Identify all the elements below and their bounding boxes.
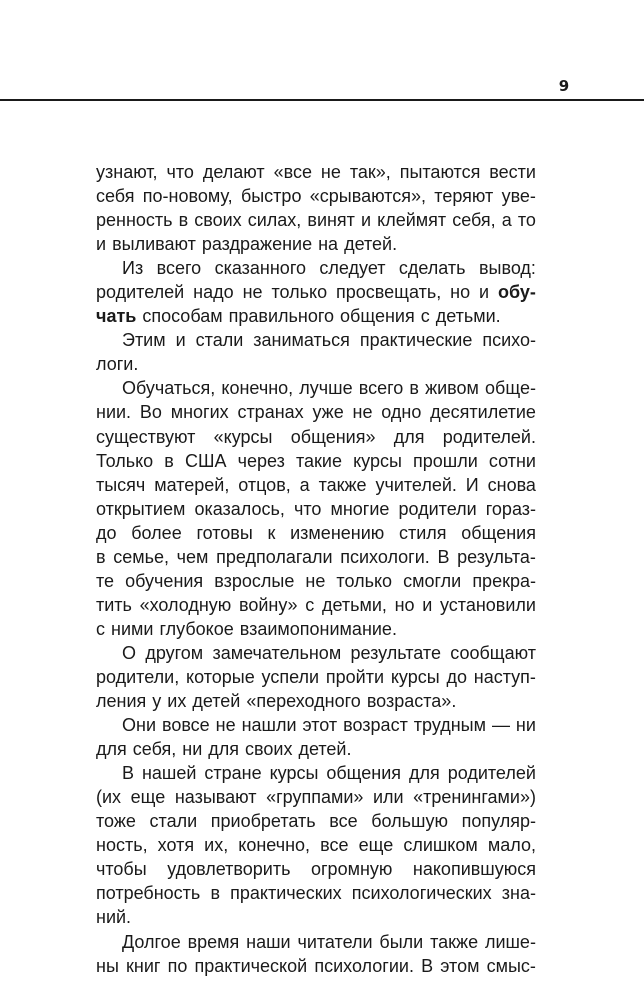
word: в bbox=[96, 546, 106, 567]
word: также bbox=[318, 474, 367, 495]
text-line bbox=[96, 665, 536, 689]
text-line bbox=[96, 881, 536, 905]
body-text bbox=[96, 160, 536, 978]
word: трудным bbox=[413, 715, 486, 736]
word: не bbox=[215, 715, 236, 736]
text-line bbox=[96, 184, 536, 208]
word: «переходного bbox=[246, 691, 361, 712]
word: готовы bbox=[196, 522, 253, 543]
word: — bbox=[491, 715, 510, 736]
word: для bbox=[208, 739, 240, 760]
word: но bbox=[394, 594, 415, 615]
word: логи. bbox=[96, 354, 139, 375]
word: еще bbox=[130, 787, 166, 808]
word: (их bbox=[96, 787, 122, 808]
word: еще bbox=[358, 835, 394, 856]
word: чать bbox=[96, 306, 137, 327]
word: по bbox=[167, 955, 188, 976]
word: силах, bbox=[247, 210, 302, 231]
word: И bbox=[465, 474, 479, 495]
word: стали bbox=[149, 811, 198, 832]
word: называют bbox=[174, 787, 257, 808]
text-line bbox=[96, 930, 536, 954]
text-line bbox=[96, 232, 536, 256]
word: но bbox=[450, 282, 471, 303]
word: уже bbox=[312, 402, 344, 423]
word: предполагали bbox=[216, 546, 333, 567]
word: правильного bbox=[228, 306, 335, 327]
word: мало, bbox=[487, 835, 536, 856]
text-line bbox=[96, 833, 536, 857]
text-line bbox=[96, 497, 536, 521]
word: а bbox=[299, 474, 310, 495]
word: слишком bbox=[403, 835, 478, 856]
word: лише- bbox=[484, 931, 536, 952]
word: обучения bbox=[125, 570, 204, 591]
word: тысяч bbox=[96, 474, 146, 495]
word: ны bbox=[96, 955, 119, 976]
word: прошли bbox=[413, 450, 478, 471]
word: общения» bbox=[290, 426, 376, 447]
word: зна- bbox=[501, 883, 536, 904]
word: чтобы bbox=[96, 859, 147, 880]
word: Они bbox=[122, 715, 156, 736]
word: стиля bbox=[399, 522, 447, 543]
word: живом bbox=[425, 378, 479, 399]
text-line bbox=[96, 473, 536, 497]
word: надо bbox=[193, 282, 234, 303]
word: которые bbox=[186, 666, 255, 687]
text-line bbox=[96, 761, 536, 785]
text-line bbox=[96, 304, 536, 328]
word: общения bbox=[340, 306, 415, 327]
word: а bbox=[501, 210, 512, 231]
word: существуют bbox=[96, 426, 196, 447]
word: этот bbox=[302, 715, 338, 736]
word: также bbox=[430, 931, 479, 952]
text-line bbox=[96, 617, 536, 641]
text-line bbox=[96, 689, 536, 713]
word: Из bbox=[122, 258, 144, 279]
text-line bbox=[96, 425, 536, 449]
word: детьми. bbox=[435, 306, 501, 327]
word: у bbox=[152, 691, 162, 712]
word: курсы bbox=[390, 666, 440, 687]
word: выливают bbox=[112, 234, 196, 255]
text-line bbox=[96, 809, 536, 833]
word: в bbox=[178, 210, 189, 231]
word: результате bbox=[350, 642, 441, 663]
text-line bbox=[96, 521, 536, 545]
word: многих bbox=[170, 402, 229, 423]
text-line bbox=[96, 545, 536, 569]
word: и bbox=[422, 594, 433, 615]
word: результа- bbox=[457, 546, 536, 567]
word: популяр- bbox=[461, 811, 536, 832]
word: гораз- bbox=[485, 498, 536, 519]
word: детей bbox=[192, 691, 241, 712]
word: практических bbox=[230, 883, 342, 904]
word: родителей. bbox=[442, 426, 536, 447]
word: следует bbox=[319, 258, 386, 279]
word: что bbox=[166, 162, 194, 182]
word: детей. bbox=[298, 739, 352, 760]
word: психологи. bbox=[340, 546, 430, 567]
word: все bbox=[320, 835, 349, 856]
word: В bbox=[437, 546, 450, 567]
word: общения bbox=[326, 763, 402, 784]
word: изменению bbox=[290, 522, 385, 543]
word: их bbox=[167, 691, 187, 712]
word: детьми, bbox=[321, 594, 387, 615]
word: нии. bbox=[96, 402, 132, 423]
word: ний. bbox=[96, 907, 132, 928]
word: Долгое bbox=[122, 931, 181, 952]
word: большую bbox=[371, 811, 448, 832]
word: общения bbox=[461, 522, 536, 543]
word: сделать bbox=[398, 258, 466, 279]
word: своих bbox=[194, 210, 242, 231]
text-line bbox=[96, 569, 536, 593]
word: родители bbox=[398, 498, 477, 519]
word: не bbox=[352, 402, 373, 423]
word: открытием bbox=[96, 498, 186, 519]
word: психологии. bbox=[314, 955, 414, 976]
word: в bbox=[409, 378, 419, 399]
word: или bbox=[372, 787, 404, 808]
text-line bbox=[96, 280, 536, 304]
word: возраст bbox=[343, 715, 408, 736]
word: О bbox=[122, 642, 137, 663]
word: ни bbox=[182, 739, 203, 760]
word: сказанного bbox=[214, 258, 306, 279]
word: стали bbox=[195, 330, 244, 351]
word: через bbox=[237, 450, 285, 471]
word: оказалось, bbox=[194, 498, 285, 519]
word: себя, bbox=[132, 739, 177, 760]
word: смогли bbox=[403, 570, 462, 591]
word: с bbox=[96, 618, 105, 639]
word: Обучаться, bbox=[122, 378, 216, 399]
word: уве- bbox=[501, 186, 536, 207]
word: родителей bbox=[447, 763, 536, 784]
word: В bbox=[421, 955, 434, 976]
word: ними bbox=[111, 618, 154, 639]
word: такие bbox=[295, 450, 342, 471]
word: прекра- bbox=[472, 570, 536, 591]
word: снова bbox=[487, 474, 536, 495]
word: и bbox=[479, 282, 490, 303]
word: своих bbox=[245, 739, 293, 760]
word: только bbox=[336, 570, 393, 591]
word: быстро bbox=[240, 186, 302, 207]
word: «курсы bbox=[213, 426, 273, 447]
text-line bbox=[96, 954, 536, 978]
word: войну» bbox=[238, 594, 298, 615]
word: ления bbox=[96, 691, 147, 712]
word: ни bbox=[515, 715, 536, 736]
word: пройти bbox=[325, 666, 384, 687]
word: все bbox=[329, 811, 358, 832]
text-line bbox=[96, 905, 536, 929]
word: курсы bbox=[353, 450, 402, 471]
word: этом bbox=[440, 955, 480, 976]
word: читатели bbox=[297, 931, 373, 952]
word: «все bbox=[273, 162, 312, 182]
word: нашей bbox=[141, 763, 197, 784]
word: стране bbox=[204, 763, 262, 784]
text-line bbox=[96, 713, 536, 737]
word: замечательном bbox=[212, 642, 342, 663]
text-line bbox=[96, 352, 536, 376]
word: винят bbox=[307, 210, 355, 231]
word: не bbox=[242, 282, 263, 303]
word: Этим bbox=[122, 330, 166, 351]
word: хотя bbox=[157, 835, 195, 856]
word: с bbox=[305, 594, 315, 615]
word: накопившуюся bbox=[412, 859, 536, 880]
word: лучше bbox=[299, 378, 353, 399]
word: отцов, bbox=[238, 474, 291, 495]
word: вывод: bbox=[478, 258, 536, 279]
word: взаимопонимание. bbox=[239, 618, 397, 639]
word: странах bbox=[237, 402, 304, 423]
word: делают bbox=[202, 162, 265, 182]
text-line bbox=[96, 400, 536, 424]
word: «тренингами») bbox=[413, 787, 536, 808]
text-line bbox=[96, 449, 536, 473]
text-line bbox=[96, 737, 536, 761]
word: клеймят bbox=[377, 210, 447, 231]
word: их, bbox=[204, 835, 229, 856]
word: смыс- bbox=[486, 955, 536, 976]
word: наступ- bbox=[473, 666, 536, 687]
word: детей. bbox=[344, 234, 398, 255]
word: всего bbox=[156, 258, 202, 279]
word: время bbox=[187, 931, 240, 952]
word: вовсе bbox=[161, 715, 210, 736]
word: матерей, bbox=[154, 474, 230, 495]
word: тоже bbox=[96, 811, 136, 832]
word: семье, bbox=[113, 546, 169, 567]
word: одно bbox=[381, 402, 422, 423]
word: возраста». bbox=[366, 691, 457, 712]
word: так», bbox=[349, 162, 391, 182]
word: психо- bbox=[482, 330, 536, 351]
word: глубокое bbox=[159, 618, 234, 639]
word: практические bbox=[359, 330, 473, 351]
word: на bbox=[318, 234, 339, 255]
word: взрослые bbox=[214, 570, 295, 591]
word: ность, bbox=[96, 835, 148, 856]
word: тить bbox=[96, 594, 132, 615]
word: конечно, bbox=[221, 378, 294, 399]
word: конечно, bbox=[238, 835, 311, 856]
word: «группами» bbox=[266, 787, 364, 808]
word: потребность bbox=[96, 883, 201, 904]
word: удовлетворить bbox=[167, 859, 291, 880]
word: книг bbox=[126, 955, 161, 976]
text-line bbox=[96, 857, 536, 881]
word: обще- bbox=[485, 378, 536, 399]
word: для bbox=[96, 739, 127, 760]
word: психологических bbox=[351, 883, 492, 904]
word: чем bbox=[176, 546, 209, 567]
word: сообщают bbox=[450, 642, 536, 663]
word: до bbox=[96, 522, 117, 543]
text-line bbox=[96, 376, 536, 400]
word: многие bbox=[330, 498, 390, 519]
word: в bbox=[210, 883, 221, 904]
word: себя bbox=[96, 186, 135, 207]
word: установили bbox=[440, 594, 536, 615]
word: для bbox=[393, 426, 425, 447]
text-line bbox=[96, 641, 536, 665]
word: сотни bbox=[488, 450, 536, 471]
word: только bbox=[271, 282, 328, 303]
text-line bbox=[96, 256, 536, 280]
word: были bbox=[379, 931, 424, 952]
word: те bbox=[96, 570, 115, 591]
word: успели bbox=[261, 666, 320, 687]
word: Во bbox=[139, 402, 162, 423]
word: учителей. bbox=[375, 474, 457, 495]
page-number: 9 bbox=[558, 77, 570, 95]
word: что bbox=[293, 498, 322, 519]
word: и bbox=[96, 234, 107, 255]
word: и bbox=[175, 330, 186, 351]
word: «холодную bbox=[139, 594, 232, 615]
word: себя, bbox=[452, 210, 496, 231]
word: более bbox=[131, 522, 182, 543]
word: «срываются», bbox=[309, 186, 426, 207]
word: заниматься bbox=[253, 330, 350, 351]
word: родителей bbox=[96, 282, 185, 303]
word: по-новому, bbox=[142, 186, 233, 207]
word: практической bbox=[194, 955, 308, 976]
word: и bbox=[361, 210, 372, 231]
word: огромную bbox=[310, 859, 393, 880]
word: нашли bbox=[241, 715, 297, 736]
word: вести bbox=[489, 162, 536, 182]
word: узнают, bbox=[96, 162, 158, 182]
text-line bbox=[96, 208, 536, 232]
word: просвещать, bbox=[336, 282, 442, 303]
word: пытаются bbox=[399, 162, 481, 182]
word: до bbox=[446, 666, 467, 687]
word: не bbox=[320, 162, 341, 182]
word: способам bbox=[142, 306, 223, 327]
word: к bbox=[267, 522, 276, 543]
word: десятилетие bbox=[430, 402, 536, 423]
word: В bbox=[122, 763, 135, 784]
word: Только bbox=[96, 450, 154, 471]
word: приобретать bbox=[210, 811, 316, 832]
word: другом bbox=[145, 642, 204, 663]
text-line bbox=[96, 160, 536, 184]
word: родители, bbox=[96, 666, 180, 687]
word: курсы bbox=[269, 763, 319, 784]
word: обу- bbox=[498, 282, 536, 303]
text-line bbox=[96, 328, 536, 352]
word: для bbox=[408, 763, 440, 784]
word: ренность bbox=[96, 210, 173, 231]
word: с bbox=[420, 306, 430, 327]
header-rule bbox=[0, 99, 644, 101]
word: то bbox=[517, 210, 536, 231]
word: не bbox=[305, 570, 326, 591]
word: раздражение bbox=[201, 234, 313, 255]
word: всего bbox=[358, 378, 404, 399]
word: теряют bbox=[434, 186, 494, 207]
word: США bbox=[184, 450, 227, 471]
word: наши bbox=[246, 931, 291, 952]
text-line bbox=[96, 785, 536, 809]
word: в bbox=[164, 450, 174, 471]
text-line bbox=[96, 593, 536, 617]
